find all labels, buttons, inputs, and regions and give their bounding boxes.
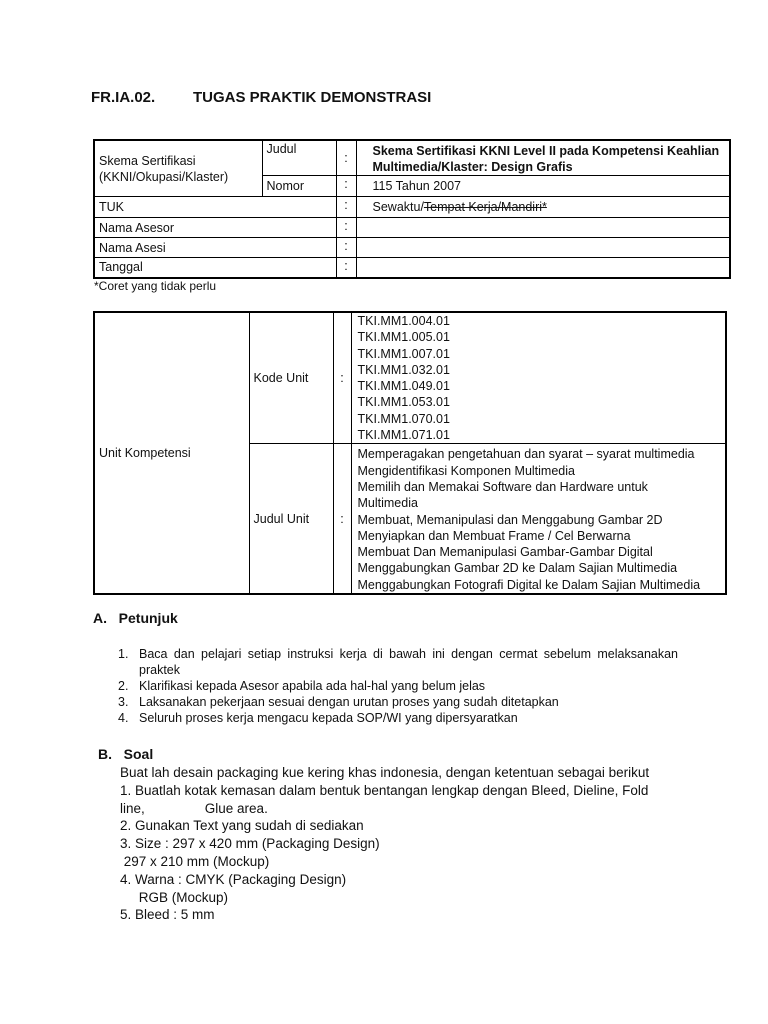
list-text: Laksanakan pekerjaan sesuai dengan urutan proses yang sudah ditetapkan — [139, 695, 559, 709]
form-code: FR.IA.02. — [91, 89, 156, 106]
list-item — [118, 678, 678, 694]
kode-unit-item: TKI.MM1.007.01 — [357, 346, 450, 361]
soal-body — [120, 764, 690, 924]
judul-unit-item: Multimedia — [357, 496, 418, 511]
soal-line: 4. Warna : CMYK (Packaging Design) — [120, 871, 347, 887]
colon: : — [336, 197, 356, 218]
list-text: Seluruh proses kerja mengacu kepada SOP/WI yang dipersyaratkan — [139, 711, 518, 725]
list-item — [118, 646, 678, 678]
judul-unit-item: Membuat Dan Memanipulasi Gambar-Gambar Digital — [357, 545, 653, 560]
section-b-heading: B. Soal — [98, 746, 154, 762]
unit-table — [93, 311, 727, 595]
judul-unit-item: Menggabungkan Gambar 2D ke Dalam Sajian Multimedia — [357, 561, 678, 576]
colon: : — [336, 218, 356, 238]
soal-line: Buat lah desain packaging kue kering khas indonesia, dengan ketentuan sebagai berikut — [120, 765, 650, 780]
kode-unit-label: Kode Unit — [249, 312, 333, 444]
colon: : — [333, 312, 351, 444]
colon: : — [333, 444, 351, 594]
instruction-list — [118, 646, 678, 726]
kode-unit-item: TKI.MM1.049.01 — [357, 379, 450, 394]
judul-unit-item: Membuat, Memanipulasi dan Menggabung Gambar 2D — [357, 512, 663, 527]
colon: : — [336, 140, 356, 176]
section-a-heading: A. Petunjuk — [93, 610, 178, 626]
tuk-label: TUK — [94, 197, 336, 218]
soal-line: 2. Gunakan Text yang sudah di sediakan — [120, 818, 364, 834]
judul-unit-item: Memilih dan Memakai Software dan Hardware untuk — [357, 479, 648, 494]
list-number: 4. — [118, 711, 129, 725]
judul-unit-item: Memperagakan pengetahuan dan syarat – syarat multimedia — [357, 447, 695, 462]
judul-unit-item: Mengidentifikasi Komponen Multimedia — [357, 463, 575, 478]
list-text: Baca dan pelajari setiap instruksi kerja di bawah ini dengan cermat sebelum melaksanakan praktek — [139, 647, 678, 677]
info-table — [93, 139, 731, 279]
kode-unit-item: TKI.MM1.032.01 — [357, 362, 450, 377]
judul-label: Judul — [262, 140, 336, 176]
soal-line: 3. Size : 297 x 420 mm (Packaging Design) — [120, 836, 380, 852]
asesor-value — [356, 218, 730, 238]
soal-line: RGB (Mockup) — [120, 889, 229, 905]
soal-line: 1. Buatlah kotak kemasan dalam bentuk bentangan lengkap dengan Bleed, Dieline, Fold — [120, 782, 649, 798]
list-number: 3. — [118, 695, 129, 709]
colon: : — [336, 176, 356, 197]
colon: : — [336, 238, 356, 258]
tuk-value — [356, 197, 730, 218]
kode-unit-list — [351, 312, 726, 444]
page-title — [91, 89, 431, 106]
footnote: *Coret yang tidak perlu — [94, 279, 217, 293]
soal-line: 5. Bleed : 5 mm — [120, 907, 215, 923]
tuk-value-struck: Tempat Kerja/Mandiri* — [423, 200, 547, 214]
kode-unit-item: TKI.MM1.005.01 — [357, 330, 450, 345]
kode-unit-item: TKI.MM1.071.01 — [357, 428, 450, 443]
asesi-value — [356, 238, 730, 258]
nomor-value: 115 Tahun 2007 — [356, 176, 730, 197]
kode-unit-item: TKI.MM1.004.01 — [357, 314, 450, 328]
soal-line: 297 x 210 mm (Mockup) — [120, 853, 270, 869]
judul-unit-list — [351, 444, 726, 594]
judul-unit-item: Menyiapkan dan Membuat Frame / Cel Berwarna — [357, 528, 631, 543]
kode-unit-item: TKI.MM1.070.01 — [357, 411, 450, 426]
soal-line: line, Glue area. — [120, 800, 268, 816]
nomor-label: Nomor — [262, 176, 336, 197]
skema-label: Skema Sertifikasi (KKNI/Okupasi/Klaster) — [94, 140, 262, 197]
unit-kompetensi-label: Unit Kompetensi — [94, 312, 249, 594]
tanggal-value — [356, 258, 730, 278]
tanggal-label: Tanggal — [94, 258, 336, 278]
tuk-value-plain: Sewaktu/ — [372, 200, 424, 214]
list-number: 2. — [118, 679, 129, 693]
judul-unit-label: Judul Unit — [249, 444, 333, 594]
judul-value: Skema Sertifikasi KKNI Level II pada Kompetensi Keahlian Multimedia/Klaster: Design Grafis — [356, 140, 730, 176]
list-number: 1. — [118, 647, 129, 661]
list-item — [118, 694, 678, 710]
colon: : — [336, 258, 356, 278]
list-text: Klarifikasi kepada Asesor apabila ada hal-hal yang belum jelas — [139, 679, 486, 693]
form-title: TUGAS PRAKTIK DEMONSTRASI — [193, 89, 432, 106]
kode-unit-item: TKI.MM1.053.01 — [357, 395, 450, 410]
judul-unit-item: Menggabungkan Fotografi Digital ke Dalam Sajian Multimedia — [357, 577, 701, 592]
list-item — [118, 710, 678, 726]
asesi-label: Nama Asesi — [94, 238, 336, 258]
asesor-label: Nama Asesor — [94, 218, 336, 238]
